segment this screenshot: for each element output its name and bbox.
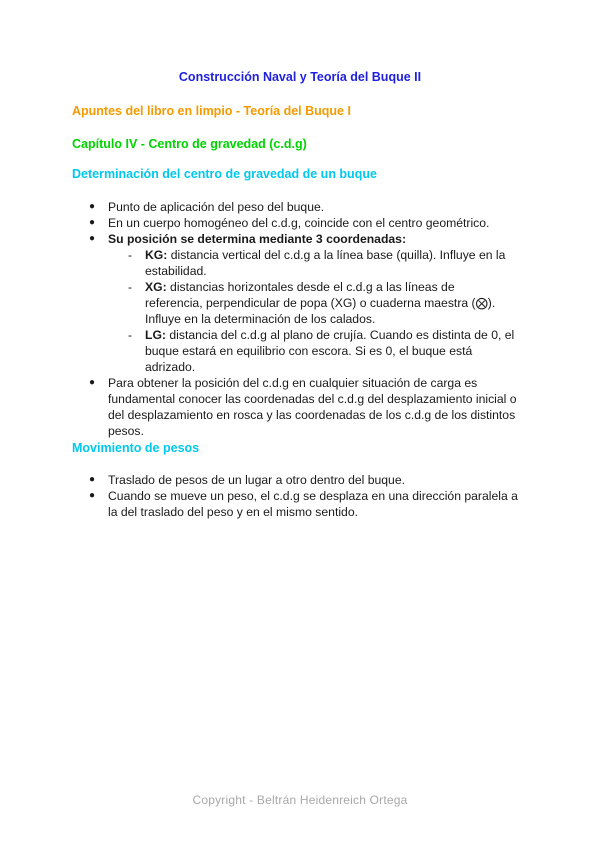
list-item-text: Punto de aplicación del peso del buque.: [108, 200, 325, 214]
dash-marker: -: [128, 280, 133, 294]
list-item: [0, 488, 518, 520]
bullet-icon: ●: [89, 201, 96, 212]
coordinate-term: LG:: [145, 328, 166, 342]
coordinate-item-kg: [0, 247, 515, 279]
list-item-text: Para obtener la posición del c.d.g en cualquier situación de carga es fundamental conocer las coordenadas del c.d.g del desplazamiento inicial o del desplazamiento en rosca y las coordenadas de los c.d.g de los distintos pesos.: [108, 376, 517, 438]
list-item: [0, 375, 518, 439]
list-item: [0, 215, 518, 231]
coordinate-text: distancia del c.d.g al plano de crujía. Cuando es distinta de 0, el buque estará en equilibrio con escora. Si es 0, el buque está adrizado.: [145, 328, 515, 374]
list-item: [0, 472, 518, 488]
copyright-footer: Copyright - Beltrán Heidenreich Ortega: [192, 793, 408, 807]
bullet-icon: ●: [89, 490, 96, 501]
bullet-icon: ●: [89, 217, 96, 228]
list-item-text: Su posición se determina mediante 3 coordenadas:: [108, 232, 406, 246]
section-heading-weights: Movimiento de pesos: [72, 441, 200, 455]
list-item-text: En un cuerpo homogéneo del c.d.g, coincide con el centro geométrico.: [108, 216, 490, 230]
weights-list: [0, 472, 600, 520]
list-item-text: Cuando se mueve un peso, el c.d.g se desplaza en una dirección paralela a la del traslado del peso y en el mismo sentido.: [108, 489, 518, 519]
bullet-icon: ●: [89, 474, 96, 485]
section-heading-gravity: Determinación del centro de gravedad de un buque: [72, 167, 377, 181]
dash-marker: -: [128, 248, 133, 262]
list-item: [0, 199, 518, 215]
coordinate-term: KG:: [145, 248, 168, 262]
coordinate-text: distancia vertical del c.d.g a la línea base (quilla). Influye en la estabilidad.: [145, 248, 506, 278]
coordinate-item-xg: [0, 279, 515, 327]
document-title: Construcción Naval y Teoría del Buque II: [178, 70, 422, 84]
list-item: [0, 231, 518, 247]
bullet-icon: ●: [89, 233, 96, 244]
bullet-icon: ●: [89, 377, 96, 388]
notes-subtitle: Apuntes del libro en limpio - Teoría del Buque I: [72, 104, 351, 118]
coordinate-item-lg: [0, 327, 515, 375]
coordinate-term: XG:: [145, 280, 167, 294]
chapter-heading: Capítulo IV - Centro de gravedad (c.d.g): [72, 137, 307, 151]
list-item-text: Traslado de pesos de un lugar a otro dentro del buque.: [108, 473, 405, 487]
dash-marker: -: [128, 328, 133, 342]
coordinate-text: distancias horizontales desde el c.d.g a las líneas de referencia, perpendicular de popa (XG) o cuaderna maestra (⨂). Influye en la determinación de los calados.: [145, 280, 496, 326]
gravity-list: [0, 199, 600, 439]
